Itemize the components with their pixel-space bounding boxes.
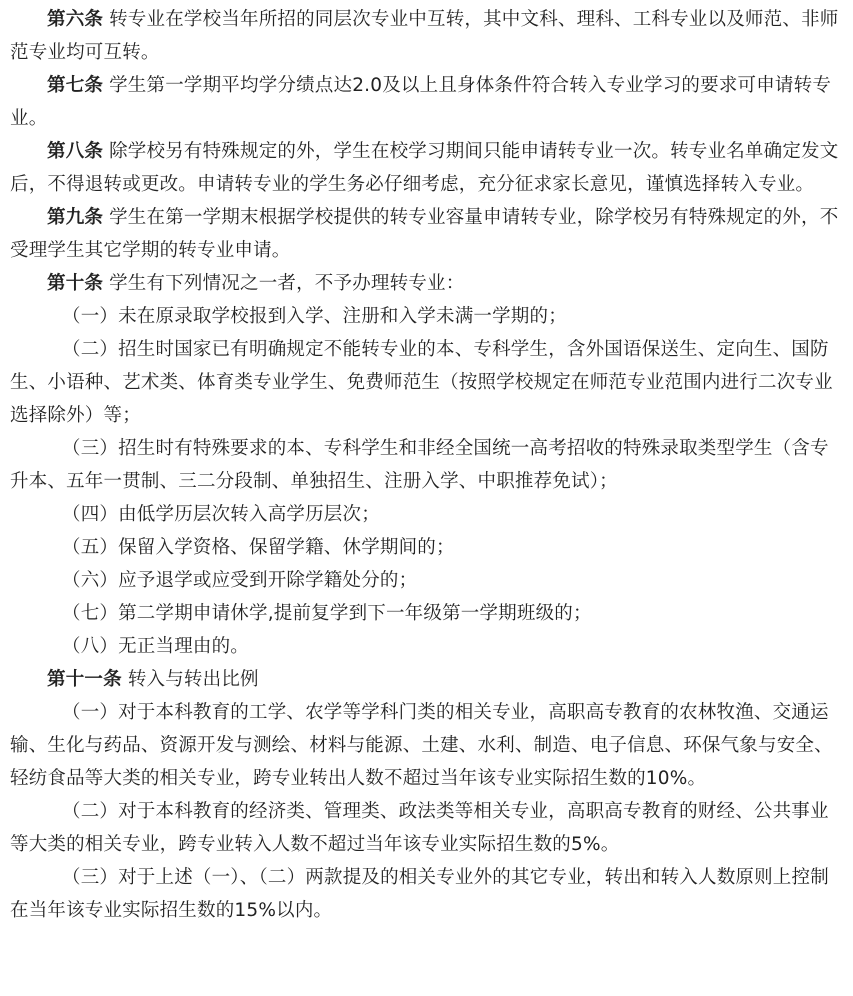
article-label: 第八条 — [47, 141, 104, 162]
article-10-item-1: （一）未在原录取学校报到入学、注册和入学未满一学期的； — [62, 306, 567, 327]
article-11-item-2: （二）对于本科教育的经济类、管理类、政法类等相关专业，高职高专教育的财经、公共事业等大类的相关专业，跨专业转入人数不超过当年该专业实际招生数的5%。 — [10, 801, 829, 855]
article-11-item-3: （三）对于上述（一）、（二）两款提及的相关专业外的其它专业，转出和转入人数原则上控制在当年该专业实际招生数的15%以内。 — [10, 867, 829, 921]
article-9 — [10, 201, 843, 267]
article-10-item-6: （六）应予退学或应受到开除学籍处分的； — [62, 570, 418, 591]
article-text: 转入与转出比例 — [127, 669, 259, 690]
article-10-item-2: （二）招生时国家已有明确规定不能转专业的本、专科学生，含外国语保送生、定向生、国防生、小语种、艺术类、体育类专业学生、免费师范生（按照学校规定在师范专业范围内进行二次专业选择除外）等； — [10, 339, 833, 426]
article-7 — [10, 69, 843, 135]
article-label: 第六条 — [47, 9, 104, 30]
article-text: 转专业在学校当年所招的同层次专业中互转，其中文科、理科、工科专业以及师范、非师范专业均可互转。 — [10, 9, 839, 63]
article-10 — [10, 267, 843, 300]
article-text: 学生有下列情况之一者，不予办理转专业： — [109, 273, 465, 294]
article-label: 第十一条 — [47, 669, 122, 690]
article-10-item-5: （五）保留入学资格、保留学籍、休学期间的； — [62, 537, 455, 558]
article-text: 学生在第一学期末根据学校提供的转专业容量申请转专业，除学校另有特殊规定的外，不受理学生其它学期的转专业申请。 — [10, 207, 839, 261]
article-text: 除学校另有特殊规定的外，学生在校学习期间只能申请转专业一次。转专业名单确定发文后，不得退转或更改。申请转专业的学生务必仔细考虑，充分征求家长意见，谨慎选择转入专业。 — [10, 141, 839, 195]
article-label: 第十条 — [47, 273, 104, 294]
article-label: 第七条 — [47, 75, 104, 96]
article-label: 第九条 — [47, 207, 104, 228]
article-11-item-1: （一）对于本科教育的工学、农学等学科门类的相关专业，高职高专教育的农林牧渔、交通运输、生化与药品、资源开发与测绘、材料与能源、土建、水利、制造、电子信息、环保气象与安全、轻纺食品等大类的相关专业，跨专业转出人数不超过当年该专业实际招生数的10%。 — [10, 702, 833, 789]
article-10-item-3: （三）招生时有特殊要求的本、专科学生和非经全国统一高考招收的特殊录取类型学生（含专升本、五年一贯制、三二分段制、单独招生、注册入学、中职推荐免试）； — [10, 438, 829, 492]
article-11 — [10, 663, 843, 696]
article-10-item-7: （七）第二学期申请休学,提前复学到下一年级第一学期班级的； — [62, 603, 592, 624]
article-10-item-4: （四）由低学历层次转入高学历层次； — [62, 504, 380, 525]
article-6 — [10, 0, 843, 69]
article-10-item-8: （八）无正当理由的。 — [62, 636, 250, 657]
article-8 — [10, 135, 843, 201]
article-text: 学生第一学期平均学分绩点达2.0及以上且身体条件符合转入专业学习的要求可申请转专业。 — [10, 75, 832, 129]
